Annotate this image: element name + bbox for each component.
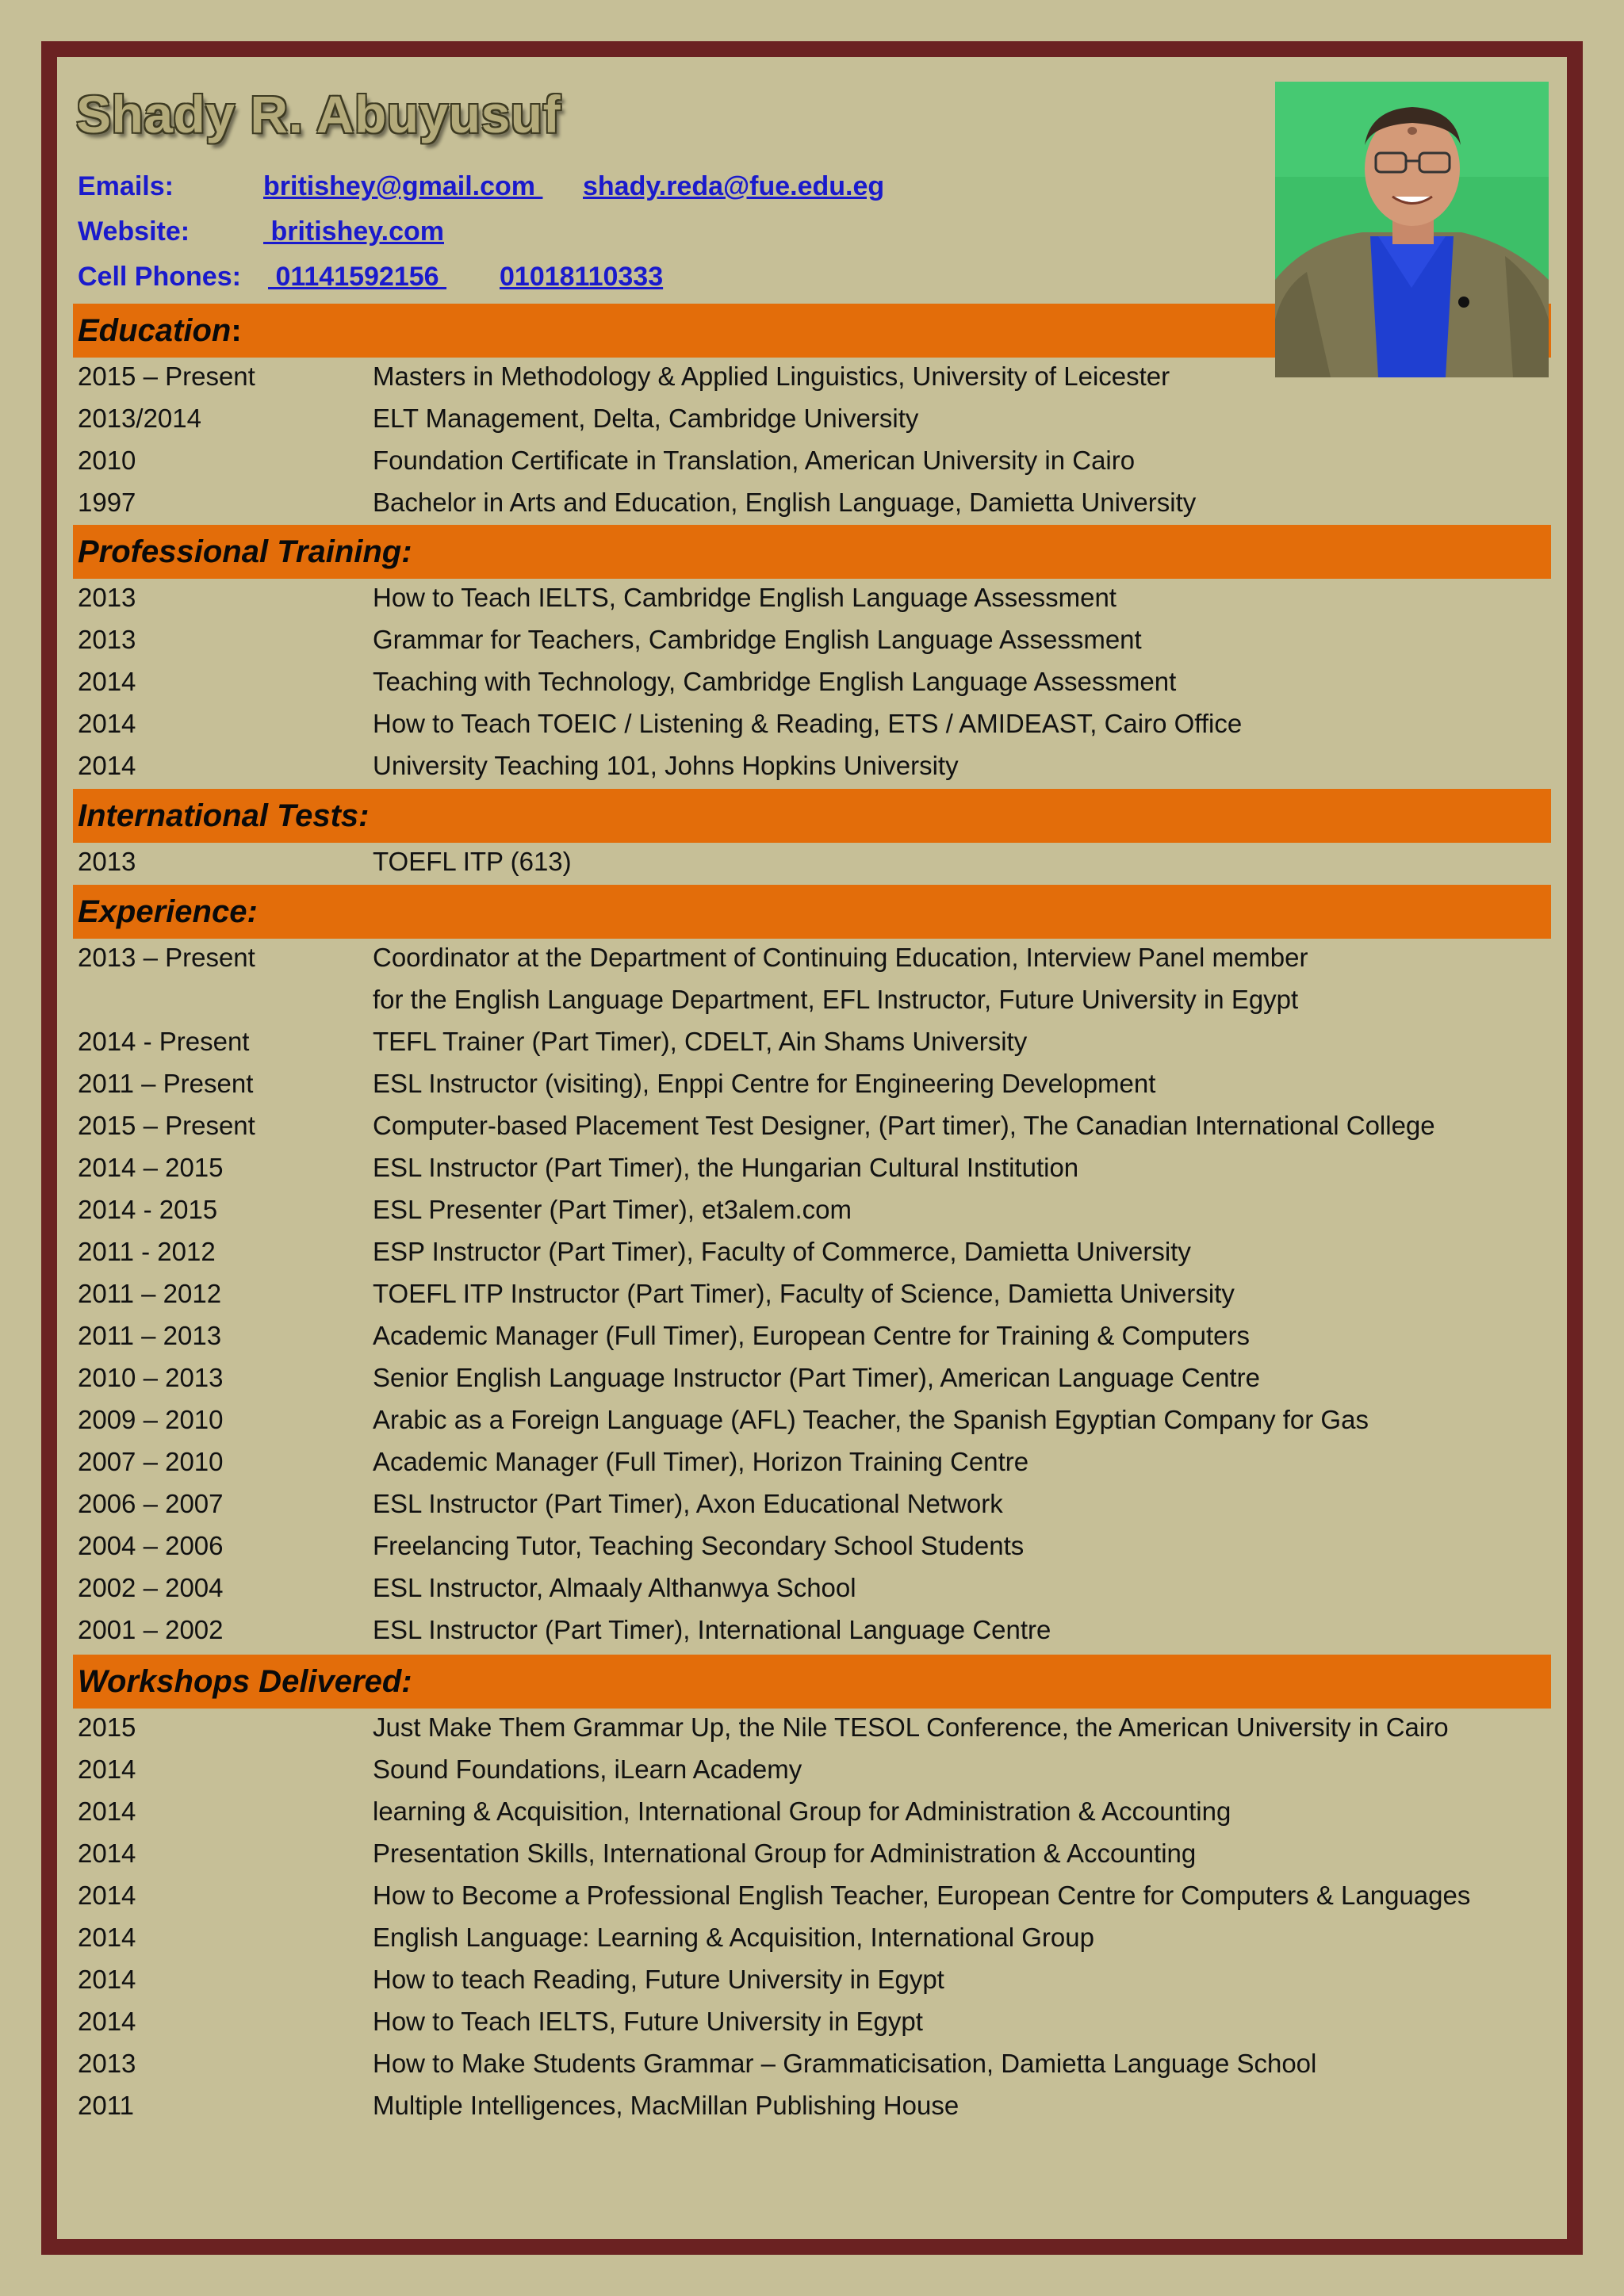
entry-date: 2011 - 2012 <box>78 1237 216 1266</box>
entry-date: 2014 <box>78 1797 136 1826</box>
entry-date: 2011 – Present <box>78 1069 254 1098</box>
entry-date: 2015 – Present <box>78 362 255 391</box>
entry-description: ESL Presenter (Part Timer), et3alem.com <box>373 1195 852 1224</box>
entry-date: 2014 <box>78 1923 136 1952</box>
emails-label: Emails: <box>78 171 174 201</box>
candidate-name: Shady R. Abuyusuf <box>76 85 561 144</box>
entry-date: 2014 <box>78 1965 136 1994</box>
section-title-workshops: Workshops Delivered: <box>78 1664 412 1699</box>
entry-description: English Language: Learning & Acquisition, International Group <box>373 1923 1094 1952</box>
entry-description: How to Teach IELTS, Cambridge English Language Assessment <box>373 583 1116 612</box>
entry-description: Academic Manager (Full Timer), European Centre for Training & Computers <box>373 1321 1250 1350</box>
entry-date: 2014 <box>78 709 136 738</box>
section-title-training: Professional Training: <box>78 534 412 569</box>
section-header-experience <box>73 885 1551 939</box>
entry-description: ESL Instructor, Almaaly Althanwya School <box>373 1573 856 1602</box>
entry-description: Sound Foundations, iLearn Academy <box>373 1755 802 1784</box>
entry-date: 2014 – 2015 <box>78 1153 224 1182</box>
website-label: Website: <box>78 216 190 247</box>
entry-date: 2001 – 2002 <box>78 1615 224 1644</box>
entry-description: How to Make Students Grammar – Grammaticisation, Damietta Language School <box>373 2049 1317 2078</box>
entry-description: Computer-based Placement Test Designer, (Part timer), The Canadian International College <box>373 1111 1435 1140</box>
entry-date: 2013 <box>78 2049 136 2078</box>
entry-description: Coordinator at the Department of Continuing Education, Interview Panel member <box>373 943 1308 972</box>
entry-description: ESL Instructor (Part Timer), the Hungarian Cultural Institution <box>373 1153 1079 1182</box>
entry-date: 2015 – Present <box>78 1111 255 1140</box>
entry-date: 2013 <box>78 625 136 654</box>
entry-description: ESL Instructor (visiting), Enppi Centre for Engineering Development <box>373 1069 1156 1098</box>
entry-date: 2013 <box>78 583 136 612</box>
entry-date: 2014 <box>78 1881 136 1910</box>
entry-description: Senior English Language Instructor (Part Timer), American Language Centre <box>373 1363 1260 1392</box>
entry-description: ELT Management, Delta, Cambridge University <box>373 404 919 433</box>
entry-description: How to Teach IELTS, Future University in Egypt <box>373 2007 923 2036</box>
entry-date: 2013/2014 <box>78 404 201 433</box>
entry-description: Bachelor in Arts and Education, English Language, Damietta University <box>373 488 1197 517</box>
entry-date: 2014 - Present <box>78 1027 250 1056</box>
section-header-tests <box>73 789 1551 843</box>
entry-description: Academic Manager (Full Timer), Horizon Training Centre <box>373 1447 1029 1476</box>
entry-date: 2011 <box>78 2091 134 2120</box>
entry-date: 2013 – Present <box>78 943 255 972</box>
email-link-gmail[interactable]: britishey@gmail.com <box>263 171 543 201</box>
entry-description: TOEFL ITP Instructor (Part Timer), Faculty of Science, Damietta University <box>373 1279 1235 1308</box>
entry-date: 2010 – 2013 <box>78 1363 224 1392</box>
entry-date: 2010 <box>78 446 136 475</box>
phone-link-1[interactable]: 01141592156 <box>268 262 447 292</box>
entry-description: ESL Instructor (Part Timer), International Language Centre <box>373 1615 1051 1644</box>
entry-date: 2002 – 2004 <box>78 1573 224 1602</box>
section-title-tests: International Tests: <box>78 798 370 833</box>
profile-photo <box>1275 82 1549 377</box>
entry-date: 2006 – 2007 <box>78 1489 224 1518</box>
entry-description: Foundation Certificate in Translation, American University in Cairo <box>373 446 1136 475</box>
entry-date: 1997 <box>78 488 136 517</box>
entry-description: Just Make Them Grammar Up, the Nile TESOL Conference, the American University in Cairo <box>373 1712 1449 1742</box>
entry-date: 2009 – 2010 <box>78 1405 224 1434</box>
entry-description: ESL Instructor (Part Timer), Axon Educational Network <box>373 1489 1003 1518</box>
entry-date: 2014 <box>78 1839 136 1868</box>
entry-description: TEFL Trainer (Part Timer), CDELT, Ain Shams University <box>373 1027 1028 1056</box>
section-header-training <box>73 525 1551 579</box>
phone-link-2[interactable]: 01018110333 <box>500 262 664 292</box>
entry-date: 2014 <box>78 1755 136 1784</box>
entry-description: Arabic as a Foreign Language (AFL) Teacher, the Spanish Egyptian Company for Gas <box>373 1405 1369 1434</box>
entry-description: How to Teach TOEIC / Listening & Reading, ETS / AMIDEAST, Cairo Office <box>373 709 1243 738</box>
entry-description: How to teach Reading, Future University in Egypt <box>373 1965 944 1994</box>
entry-date: 2014 - 2015 <box>78 1195 218 1224</box>
entry-date: 2011 – 2012 <box>78 1279 222 1308</box>
entry-date: 2014 <box>78 751 136 780</box>
entry-description: Freelancing Tutor, Teaching Secondary School Students <box>373 1531 1025 1560</box>
section-title-colon: : <box>231 313 242 348</box>
entry-date: 2013 <box>78 847 136 876</box>
entry-description: Teaching with Technology, Cambridge English Language Assessment <box>373 667 1177 696</box>
entry-date: 2007 – 2010 <box>78 1447 224 1476</box>
entry-date: 2014 <box>78 2007 136 2036</box>
email-link-fue[interactable]: shady.reda@fue.edu.eg <box>583 171 885 201</box>
entry-description: Presentation Skills, International Group for Administration & Accounting <box>373 1839 1197 1868</box>
section-header-workshops <box>73 1655 1551 1709</box>
entry-description: TOEFL ITP (613) <box>373 847 572 876</box>
entry-description: ESP Instructor (Part Timer), Faculty of Commerce, Damietta University <box>373 1237 1191 1266</box>
entry-description: for the English Language Department, EFL Instructor, Future University in Egypt <box>373 985 1299 1014</box>
entry-description: Masters in Methodology & Applied Linguistics, University of Leicester <box>373 362 1170 391</box>
website-link[interactable]: britishey.com <box>263 216 444 247</box>
entry-date: 2014 <box>78 667 136 696</box>
entry-description: University Teaching 101, Johns Hopkins University <box>373 751 959 780</box>
entry-date: 2004 – 2006 <box>78 1531 224 1560</box>
phones-label: Cell Phones: <box>78 262 241 292</box>
entry-description: Grammar for Teachers, Cambridge English Language Assessment <box>373 625 1142 654</box>
entry-date: 2011 – 2013 <box>78 1321 222 1350</box>
section-title-experience: Experience: <box>78 894 258 929</box>
entry-description: How to Become a Professional English Teacher, European Centre for Computers & Languages <box>373 1881 1471 1910</box>
section-title-education: Education <box>78 313 232 348</box>
entry-description: learning & Acquisition, International Group for Administration & Accounting <box>373 1797 1231 1826</box>
entry-description: Multiple Intelligences, MacMillan Publishing House <box>373 2091 959 2120</box>
entry-date: 2015 <box>78 1712 136 1742</box>
